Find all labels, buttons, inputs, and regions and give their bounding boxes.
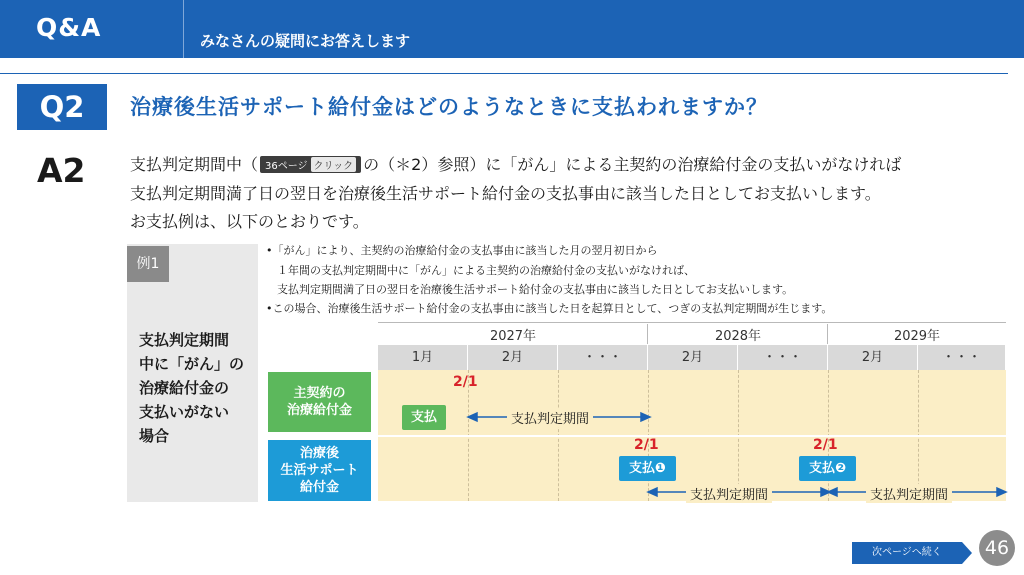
example-label: 例1 (127, 246, 169, 282)
answer-line-3: お支払例は、以下のとおりです。 (130, 212, 369, 231)
period-arrowhead-left (828, 488, 837, 496)
period-label: 支払判定期間 (866, 484, 952, 503)
row-label-line: 生活サポート (280, 463, 359, 478)
row-label-line: 給付金 (299, 480, 339, 495)
month-cell: ・・・ (918, 345, 1006, 370)
month-cell: ・・・ (558, 345, 648, 370)
month-cell: 1月 (378, 345, 468, 370)
next-page-button[interactable]: 次ページへ続く (852, 542, 962, 564)
answer-line-1-post: の（＊2）参照）に「がん」による主契約の治療給付金の支払いがなければ (363, 155, 902, 174)
period-arrowhead-left (468, 413, 477, 421)
note-line: １年間の支払判定期間中に「がん」による主契約の治療給付金の支払いがなければ、 (266, 264, 695, 277)
case-line: 支払判定期間 (139, 331, 230, 349)
note-line: •「がん」により、主契約の治療給付金の支払事由に該当した月の翌月初日から (266, 244, 658, 257)
month-cell: 2月 (828, 345, 918, 370)
period-label: 支払判定期間 (686, 484, 772, 503)
month-cell: 2月 (648, 345, 738, 370)
answer-badge: A2 (37, 151, 86, 190)
support-payment-1-chip: 支払❶ (619, 456, 676, 481)
page-reference-click: クリック (311, 157, 357, 172)
year-2028: 2028年 (714, 329, 762, 344)
answer-line-1-pre: 支払判定期間中（ (130, 155, 259, 174)
case-line: 支払いがない (139, 403, 230, 421)
period-label: 支払判定期間 (507, 408, 593, 427)
period-arrowhead-right (641, 413, 650, 421)
row-label-line: 治療給付金 (286, 403, 352, 418)
month-cell: 2月 (468, 345, 558, 370)
year-2029: 2029年 (893, 329, 941, 344)
payment-date: 2/1 (813, 437, 838, 453)
month-cell: ・・・ (738, 345, 828, 370)
answer-line-2: 支払判定期間満了日の翌日を治療後生活サポート給付金の支払事由に該当した日としてお支払いします。 (130, 184, 881, 203)
section-title: Q&A (36, 13, 102, 42)
section-subtitle: みなさんの疑問にお答えします (200, 32, 411, 50)
note-line: 支払判定期間満了日の翌日を治療後生活サポート給付金の支払事由に該当した日としてお支払いします。 (266, 283, 794, 296)
main-payment-chip: 支払 (402, 405, 446, 430)
year-2027: 2027年 (489, 329, 537, 344)
case-line: 場合 (139, 427, 170, 445)
question-badge: Q2 (17, 84, 107, 130)
period-arrowhead-right (997, 488, 1006, 496)
row-label-line: 治療後 (299, 446, 339, 461)
period-arrowhead-left (648, 488, 657, 496)
row-label-line: 主契約の (293, 386, 346, 401)
page-reference-label: 36ページ (265, 161, 308, 172)
page-number: 46 (979, 530, 1015, 566)
case-line: 治療給付金の (139, 379, 230, 397)
payment-date: 2/1 (634, 437, 659, 453)
payment-date: 2/1 (453, 374, 478, 390)
note-line: •この場合、治療後生活サポート給付金の支払事由に該当した日を起算日として、つぎの支払判定期間が生じます。 (266, 302, 833, 315)
next-arrow-icon[interactable] (962, 542, 972, 564)
case-line: 中に「がん」の (139, 355, 245, 373)
support-payment-2-chip: 支払❷ (799, 456, 856, 481)
question-title: 治療後生活サポート給付金はどのようなときに支払われますか？ (130, 95, 768, 119)
